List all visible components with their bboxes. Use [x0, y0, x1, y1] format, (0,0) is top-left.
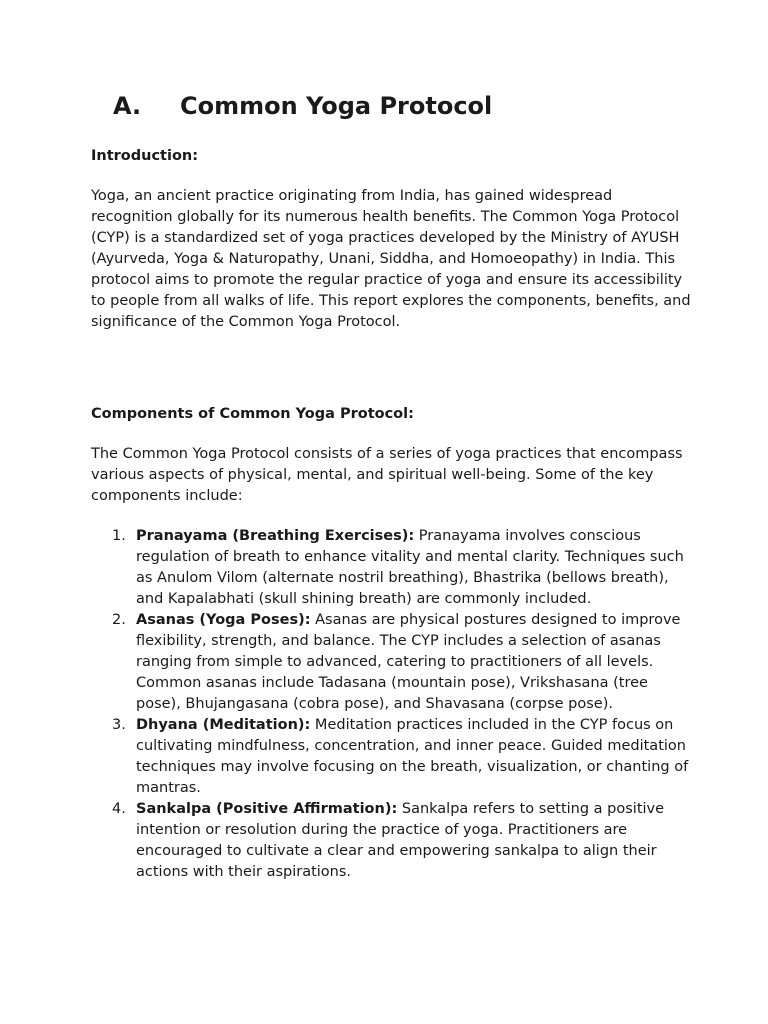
components-label: Components of Common Yoga Protocol:: [91, 406, 414, 422]
introduction-label: Introduction:: [91, 148, 199, 164]
list-item-term: Pranayama (Breathing Exercises):: [136, 528, 415, 544]
components-paragraph: The Common Yoga Protocol consists of a series of yoga practices that encompass various aspects of physical, mental, and spiritual well-being. Some of the key components include:: [91, 446, 683, 504]
list-item-text: Sankalpa refers to setting a positive intention or resolution during the practice of yoga. Practitioners are encouraged to cultivate a clear and empowering sankalpa to align their actions with their aspirations.: [136, 801, 665, 880]
introduction-paragraph: Yoga, an ancient practice originating from India, has gained widespread recognition globally for its numerous health benefits. The Common Yoga Protocol (CYP) is a standardized set of yoga practices developed by the Ministry of AYUSH (Ayurveda, Yoga & Naturopathy, Unani, Siddha, and Homoeopathy) in India. This protocol aims to promote the regular practice of yoga and ensure its accessibility to people from all walks of life. This report explores the components, benefits, and significance of the Common Yoga Protocol.: [91, 188, 691, 330]
section-title: Common Yoga Protocol: [180, 92, 493, 120]
components-list: [91, 526, 691, 883]
list-item-term: Sankalpa (Positive Affirmation):: [136, 801, 398, 817]
list-item-text: Pranayama involves conscious regulation of breath to enhance vitality and mental clarity. Techniques such as Anulom Vilom (alternate nostril breathing), Bhastrika (bellows breath), and Kapalabhati (skull shining breath) are commonly included.: [136, 528, 684, 607]
list-item-term: Dhyana (Meditation):: [136, 717, 311, 733]
list-item-number: 2.: [112, 612, 126, 628]
section-number: A.: [113, 92, 142, 120]
list-item-term: Asanas (Yoga Poses):: [136, 612, 311, 628]
section-heading: [113, 92, 492, 120]
list-item: [91, 799, 691, 883]
list-item: [91, 526, 691, 610]
list-item: [91, 715, 691, 799]
list-item-number: 4.: [112, 801, 126, 817]
list-item-text: Meditation practices included in the CYP focus on cultivating mindfulness, concentration, and inner peace. Guided meditation techniques may involve focusing on the breath, visualization, or chanting of mantras.: [136, 717, 689, 796]
list-item-number: 1.: [112, 528, 126, 544]
list-item: [91, 610, 691, 715]
list-item-number: 3.: [112, 717, 126, 733]
list-item-text: Asanas are physical postures designed to improve flexibility, strength, and balance. The CYP includes a selection of asanas ranging from simple to advanced, catering to practitioners of all levels. Common asanas include Tadasana (mountain pose), Vrikshasana (tree pose), Bhujangasana (cobra pose), and Shavasana (corpse pose).: [136, 612, 681, 712]
